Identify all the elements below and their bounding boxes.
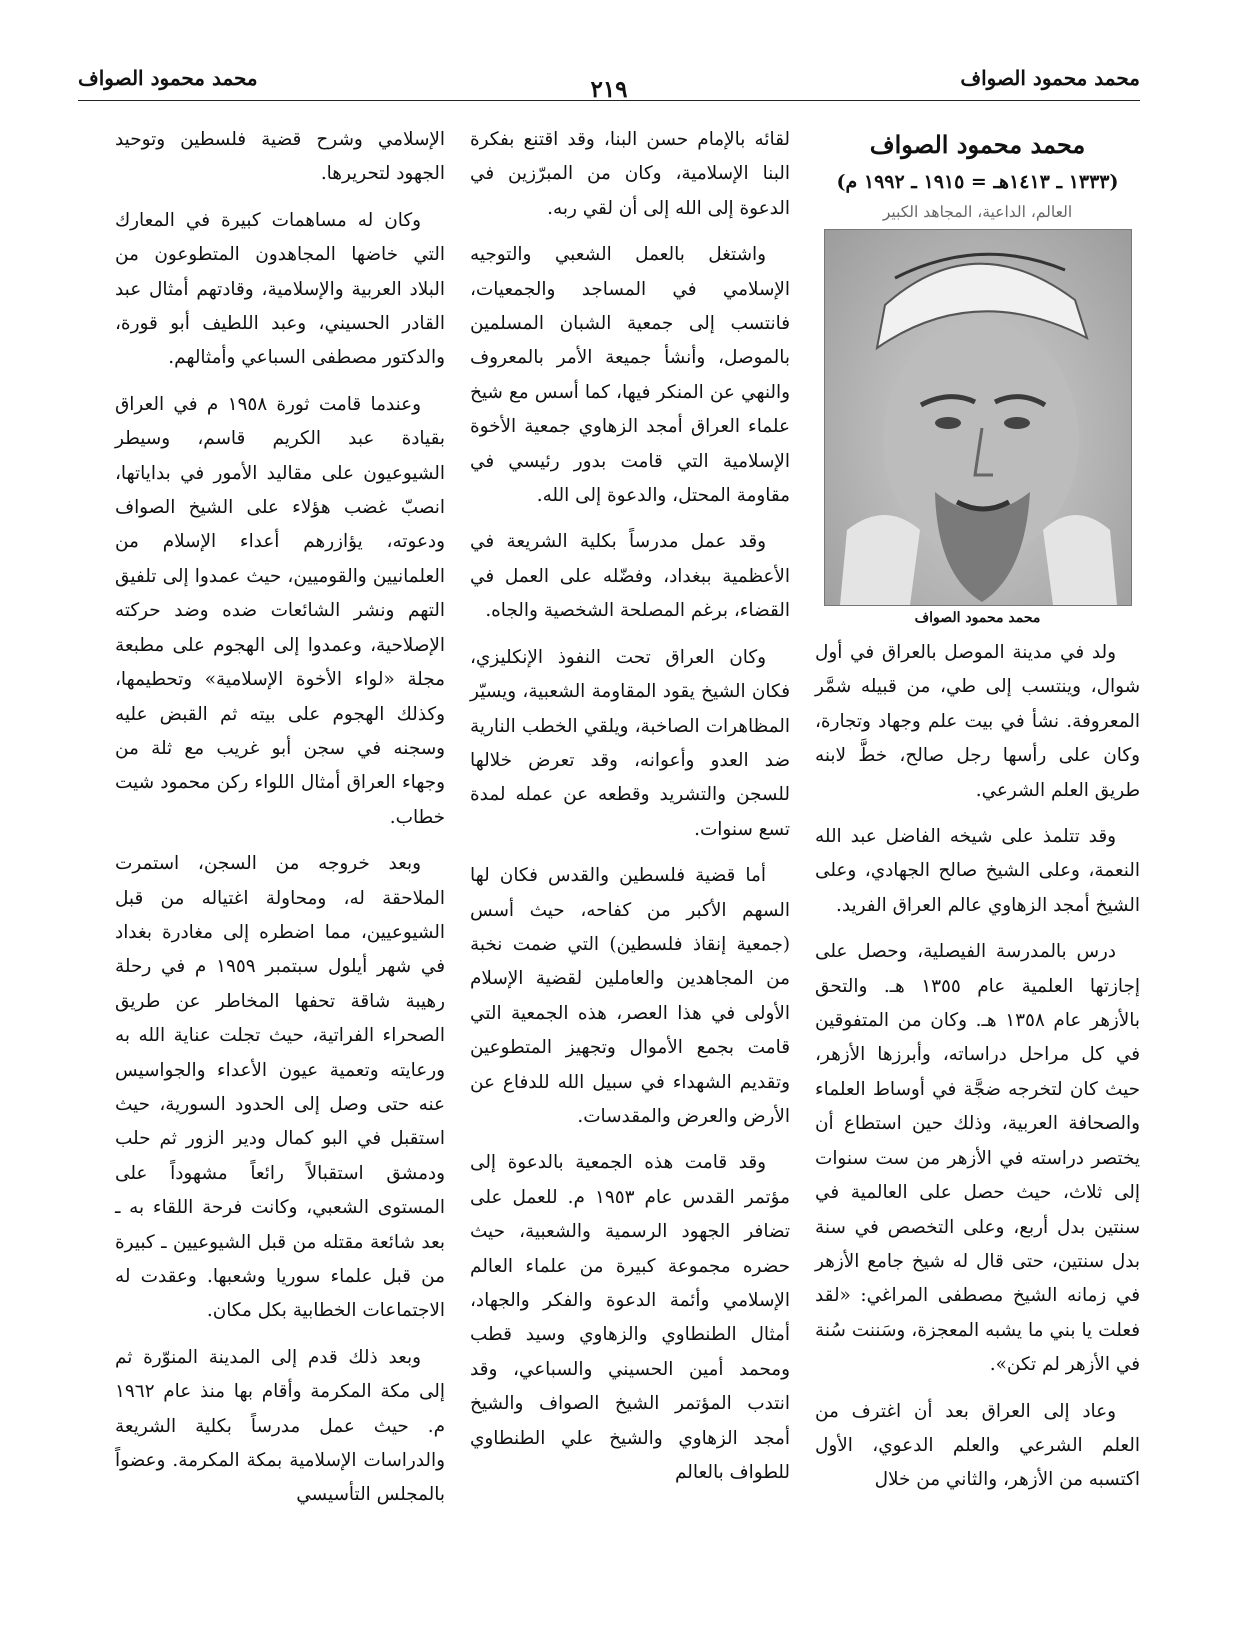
running-title-right: محمد محمود الصواف: [960, 66, 1140, 90]
portrait-illustration: [825, 230, 1131, 605]
column-right: [815, 123, 1140, 1510]
paragraph: لقائه بالإمام حسن البنا، وقد اقتنع بفكرة البنا الإسلامية، وكان من المبرّزين في الدعوة إلى الله إلى أن لقي ربه.: [470, 129, 790, 219]
entry-title: محمد محمود الصواف: [869, 130, 1086, 159]
paragraph: وقد قامت هذه الجمعية بالدعوة إلى مؤتمر القدس عام ١٩٥٣ م. للعمل على تضافر الجهود الرسمية والشعبية، حيث حضره مجموعة كبيرة من علماء العالم الإسلامي وأئمة الدعوة والفكر والجهاد، أمثال الطنطاوي والزهاوي وسيد قطب ومحمد أمين الحسيني والسباعي، وقد انتدب المؤتمر الشيخ الصواف والشيخ أمجد الزهاوي والشيخ علي الطنطاوي للطواف بالعالم: [470, 1152, 790, 1484]
entry-dates: (١٣٣٣ ـ ١٤١٣هـ = ١٩١٥ ـ ١٩٩٢ م): [836, 171, 1119, 193]
page-header: [78, 58, 1140, 101]
column-middle: [470, 123, 790, 1502]
paragraph: أما قضية فلسطين والقدس فكان لها السهم الأكبر من كفاحه، حيث أسس (جمعية إنقاذ فلسطين) التي ضمت نخبة من المجاهدين والعاملين لقضية الإسلام الأولى في هذا العصر، هذه الجمعية التي قامت بجمع الأموال وتجهيز المتطوعين وتقديم الشهداء في سبيل الله للدفاع عن الأرض والعرض والمقدسات.: [470, 865, 790, 1127]
paragraph: وعاد إلى العراق بعد أن اغترف من العلم الشرعي والعلم الدعوي، الأول اكتسبه من الأزهر، والثاني من خلال: [815, 1400, 1140, 1491]
page-number: ٢١٩: [590, 76, 628, 103]
running-title-left: محمد محمود الصواف: [78, 66, 258, 90]
paragraph: وبعد خروجه من السجن، استمرت الملاحقة له، ومحاولة اغتياله من قبل الشيوعيين، مما اضطره إلى مغادرة بغداد في شهر أيلول سبتمبر ١٩٥٩ م في رحلة رهيبة شاقة تحفها المخاطر عن طريق الصحراء الفراتية، حيث تجلت عناية الله به ورعايته وتعمية عيون الأعداء والجواسيس عنه حتى وصل إلى الحدود السورية، حيث استقبل في البو كمال ودير الزور ثم حلب ودمشق استقبالاً رائعاً مشهوداً على المستوى الشعبي، وكانت فرحة اللقاء به ـ بعد شائعة مقتله من قبل الشيوعيين ـ كبيرة من قبل علماء سوريا وشعبها. وعقدت له الاجتماعات الخطابية بكل مكان.: [115, 853, 445, 1322]
paragraph: وعندما قامت ثورة ١٩٥٨ م في العراق بقيادة عبد الكريم قاسم، وسيطر الشيوعيون على مقاليد الأمور في بداياتها، انصبّ غضب هؤلاء على الشيخ الصواف ودعوته، يؤازرهم أعداء الإسلام من العلمانيين والقوميين، حيث عمدوا إلى تلفيق التهم ونشر الشائعات ضده وضد حركته الإصلاحية، وعمدوا إلى الهجوم على مطبعة مجلة «لواء الأخوة الإسلامية» وتحطيمها، وكذلك الهجوم على بيته ثم القبض عليه وسجنه في سجن أبو غريب مع ثلة من وجهاء العراق أمثال اللواء ركن محمود شيت خطاب.: [115, 393, 445, 828]
photo-caption: محمد محمود الصواف: [914, 610, 1041, 626]
paragraph: وكان له مساهمات كبيرة في المعارك التي خاضها المجاهدون المتطوعون من البلاد العربية والإسلامية، وقادتهم أمثال عبد القادر الحسيني، وعبد اللطيف أبو قورة، والدكتور مصطفى السباعي وأمثالهم.: [115, 209, 445, 369]
paragraph: درس بالمدرسة الفيصلية، وحصل على إجازتها العلمية عام ١٣٥٥ هـ. والتحق بالأزهر عام ١٣٥٨ هـ. وكان من المتفوقين في كل مراحل دراساته، وأبرزها الأزهر، حيث كان لتخرجه ضجَّة في أوساط العلماء والصحافة العربية، وذلك حين استطاع أن يختصر دراسته في الأزهر من ست سنوات إلى ثلاث، حيث حصل على العالمية في سنتين بدل أربع، وعلى التخصص في سنة بدل سنتين، حتى قال له شيخ جامع الأزهر في زمانه الشيخ مصطفى المراغي: «لقد فعلت يا بني ما يشبه المعجزة، وسَننت سُنة في الأزهر لم تكن».: [815, 941, 1141, 1376]
paragraph: وقد عمل مدرساً بكلية الشريعة في الأعظمية ببغداد، وفضّله على العمل في القضاء، برغم المصلحة الشخصية والجاه.: [470, 531, 790, 622]
paragraph: وبعد ذلك قدم إلى المدينة المنوّرة ثم إلى مكة المكرمة وأقام بها منذ عام ١٩٦٢ م. حيث عمل مدرساً بكلية الشريعة والدراسات الإسلامية بمكة المكرمة. وعضواً بالمجلس التأسيسي: [115, 1346, 445, 1506]
portrait-photo: [824, 229, 1132, 606]
entry-tagline: العالم، الداعية، المجاهد الكبير: [882, 203, 1073, 221]
paragraph: وقد تتلمذ على شيخه الفاضل عبد الله النعمة، وعلى الشيخ صالح الجهادي، وعلى الشيخ أمجد الزهاوي عالم العراق الفريد.: [815, 826, 1140, 916]
paragraph: واشتغل بالعمل الشعبي والتوجيه الإسلامي في المساجد والجمعيات، فانتسب إلى جمعية الشبان المسلمين بالموصل، وأنشأ جميعة الأمر بالمعروف والنهي عن المنكر فيها، كما أسس مع شيخ علماء العراق أمجد الزهاوي جمعية الأخوة الإسلامية التي قامت بدور رئيسي في مقاومة المحتل، والدعوة إلى الله.: [470, 244, 790, 507]
paragraph: وكان العراق تحت النفوذ الإنكليزي، فكان الشيخ يقود المقاومة الشعبية، ويسيّر المظاهرات الصاخبة، ويلقي الخطب النارية ضد العدو وأعوانه، وقد تعرض خلالها للسجن والتشريد وقطعه عن عمله لمدة تسع سنوات.: [470, 646, 790, 840]
column-left: [115, 123, 445, 1525]
paragraph: الإسلامي وشرح قضية فلسطين وتوحيد الجهود لتحريرها.: [115, 129, 445, 185]
paragraph: ولد في مدينة الموصل بالعراق في أول شوال، وينتسب إلى طي، من قبيله شمَّر المعروفة. نشأ في بيت علم وجهاد وتجارة، وكان على رأسها رجل صالح، خطَّ لابنه طريق العلم الشرعي.: [815, 642, 1140, 801]
